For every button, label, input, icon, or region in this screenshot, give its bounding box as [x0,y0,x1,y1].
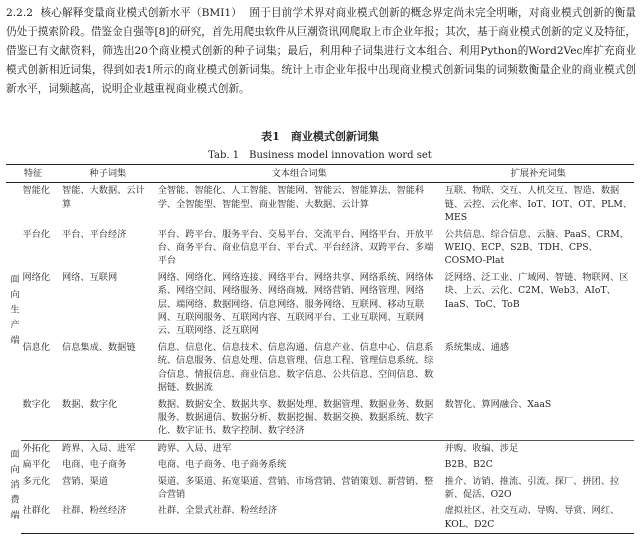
seed-cell: 数据、数字化 [60,397,156,441]
table-caption-en: Tab. 1 Business model innovation word set [208,150,432,161]
ext-cell: 虚拟社区、社交互动、导购、导赏、网红、KOL、D2C [443,503,634,533]
table-row [6,340,634,397]
group-label: 面向消费端 [7,448,19,525]
combo-cell: 社群、全景式社群、粉丝经济 [156,503,443,533]
table-row [6,440,634,457]
header-seed: 种子词集 [60,165,156,183]
table-row [6,270,634,340]
combo-cell: 跨界、入局、进军 [157,442,232,454]
seed-cell: 社群、粉丝经济 [60,503,156,533]
combo-cell: 平台、跨平台、服务平台、交易平台、交流平台、网络平台、开放平台、商务平台、商业信息平台、平台式、平台经济、双跨平台、多端平台 [157,228,434,267]
feature-cell: 社群化 [21,503,61,533]
ext-cell: B2B、B2C [444,459,493,471]
combo-cell: 数据、数据安全、数据共享、数据处理、数据管理、数据业务、数据服务、数据通信、数据分析、数据挖掘、数据交换、数据系统、数字化、数字证书、数字控制、数字经济 [156,397,443,441]
table-caption-zh: 表1 商业模式创新词集 [261,130,379,143]
seed-cell: 网络、互联网 [62,271,118,283]
feature-cell: 智能化 [22,185,51,197]
feature-cell: 网络化 [22,271,51,283]
word-set-table [6,164,634,534]
feature-cell: 信息化 [22,341,51,353]
table-row [6,183,634,227]
section-paragraph [6,4,636,99]
seed-cell: 智能、大数据、云计算 [62,185,145,210]
seed-cell: 平台、平台经济 [62,228,127,240]
ext-cell: 泛网络、泛工业、广域网、智链、物联网、区块、上云、云化、C2M、Web3、AIoT、IaaS、ToC、ToB [444,271,629,310]
ext-cell: 系统集成、通感 [444,341,509,353]
section-title: 核心解释变量商业模式创新水平（BMI1） [40,7,243,19]
feature-cell: 外拓化 [22,442,51,454]
table-header-row [6,165,634,183]
header-feature: 特征 [6,165,60,183]
table-row [6,397,634,441]
combo-cell: 信息、信息化、信息技术、信息沟通、信息产业、信息中心、信息系统、信息服务、信息处理、信息管理、信息工程、管理信息系统、综合信息、情报信息、商业信息、数字信息、公共信息、空间信息、数据链、数据流 [157,341,434,394]
group-label: 面向生产端 [7,273,19,350]
combo-cell: 全智能、智能化、人工智能、智能网、智能云、智能算法、智能科学、全智能型、智能型、商业智能、大数据、云计算 [157,185,425,210]
ext-cell: 数智化、算网融合、XaaS [443,397,634,441]
ext-cell: 公共信息、综合信息、云脑、PaaS、CRM、WEIQ、ECP、S2B、TDH、CPS、COSMO-Plat [444,228,629,267]
feature-cell: 平台化 [22,228,51,240]
header-combo: 文本组合词集 [156,165,443,183]
feature-cell: 多元化 [22,475,51,487]
seed-cell: 跨界、入局、进军 [62,442,136,454]
ext-cell: 互联、物联、交互、人机交互、智造、数据链、云控、云化率、IoT、IOT、OT、PLM、MES [444,185,633,224]
section-number: 2.2.2 [6,7,33,19]
table-row [6,457,634,473]
feature-cell: 数字化 [21,397,61,441]
table-row [6,503,634,533]
combo-cell: 渠道、多渠道、拓宽渠道、营销、市场营销、营销策划、新营销、整合营销 [157,475,434,500]
ext-cell: 推介、访销、推流、引流、探厂、拼团、拉新、促活、O2O [444,475,620,500]
seed-cell: 电商、电子商务 [62,459,127,471]
ext-cell: 并购、收编、涉足 [444,442,519,454]
combo-cell: 网络、网络化、网络连接、网络平台、网络共享、网络系统、网络体系、网络空间、网络服务、网络商城、网络营销、网络管理、网络层、端网络、数据网络、信息网络、服务网络、互联网、移动互联网、互联网服务、互联网内容、互联网平台、工业互联网、互联网云、互联网络、泛互联网 [157,271,434,337]
header-ext: 扩展补充词集 [443,165,634,183]
table-row [6,474,634,504]
seed-cell: 信息集成、数据链 [62,341,136,353]
seed-cell: 营销、渠道 [62,475,108,487]
section-body: 囿于目前学术界对商业模式创新的概念界定尚未完全明晰，对商业模式创新的衡量仍处于摸索阶段。借鉴金自强等[8]的研究，首先用爬虫软件从巨潮资讯网爬取上市企业年报；其次，基于商业模式创新的定义及特征，借鉴已有文献资料，筛选出20个商业模式创新的种子词集；最后，利用种子词集进行文本组合、利用Python的Word2Vec库扩充商业模式创新相近词集，得到如表1所示的商业模式创新词集。统计上市企业年报中出现商业模式创新词集的词频数衡量企业的商业模式创新水平，词频越高，说明企业越重视商业模式创新。 [6,7,636,95]
combo-cell: 电商、电子商务、电子商务系统 [157,459,287,471]
table-row [6,227,634,270]
feature-cell: 扁平化 [22,459,51,471]
